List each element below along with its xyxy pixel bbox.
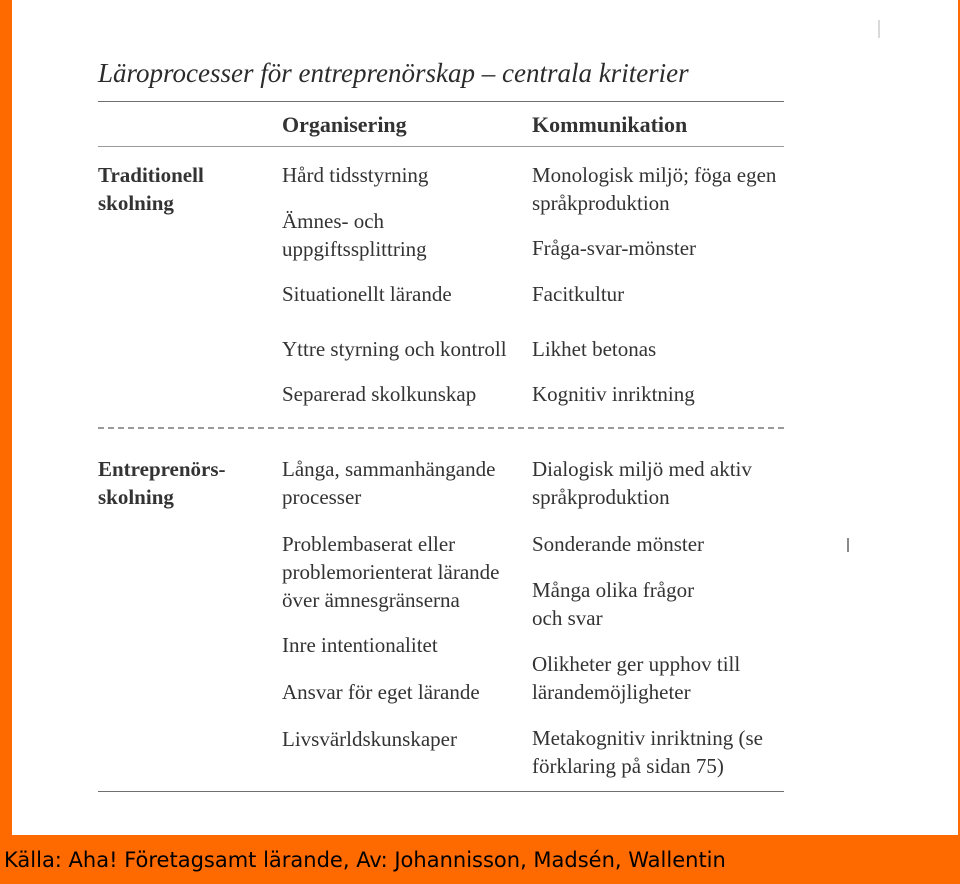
scanned-page bbox=[12, 0, 958, 835]
entr-org-5: Livsvärldskunskaper bbox=[282, 727, 457, 751]
scan-artifact bbox=[847, 538, 849, 552]
header-rule bbox=[98, 146, 784, 147]
scan-artifact bbox=[878, 20, 880, 38]
column-header-kommunikation: Kommunikation bbox=[532, 112, 688, 137]
trad-kom-1: Monologisk miljö; föga egen språkproduktion bbox=[532, 163, 777, 215]
entr-org-4: Ansvar för eget lärande bbox=[282, 680, 480, 704]
entr-org-3: Inre intentionalitet bbox=[282, 633, 438, 657]
column-header-organisering: Organisering bbox=[282, 112, 407, 137]
row-header-entreprenorsskolning: Entreprenörs- skolning bbox=[98, 457, 226, 509]
entr-org-1: Långa, sammanhängande processer bbox=[282, 457, 496, 509]
trad-org-5: Separerad skolkunskap bbox=[282, 382, 477, 406]
section-divider bbox=[98, 427, 784, 429]
entr-kom-3: Många olika frågor och svar bbox=[532, 578, 695, 630]
trad-org-2: Ämnes- och uppgiftssplittring bbox=[282, 209, 427, 261]
top-rule bbox=[98, 101, 784, 102]
source-caption: Källa: Aha! Företagsamt lärande, Av: Johannisson, Madsén, Wallentin bbox=[4, 848, 726, 872]
page-title: Läroprocesser för entreprenörskap – centrala kriterier bbox=[98, 58, 689, 88]
trad-org-4: Yttre styrning och kontroll bbox=[282, 337, 507, 361]
trad-org-1: Hård tidsstyrning bbox=[282, 163, 429, 187]
trad-kom-3: Facitkultur bbox=[532, 282, 625, 306]
entr-kom-4: Olikheter ger upphov till lärandemöjligheter bbox=[532, 652, 741, 704]
row-header-traditionell: Traditionell skolning bbox=[98, 163, 204, 215]
bottom-rule bbox=[98, 791, 784, 792]
trad-org-3: Situationellt lärande bbox=[282, 282, 452, 306]
entr-kom-1: Dialogisk miljö med aktiv språkproduktion bbox=[532, 457, 752, 509]
trad-kom-5: Kognitiv inriktning bbox=[532, 382, 695, 406]
entr-org-2: Problembaserat eller problemorienterat lärande över ämnesgränserna bbox=[282, 532, 500, 612]
entr-kom-5: Metakognitiv inriktning (se förklaring på sidan 75) bbox=[532, 726, 763, 778]
trad-kom-4: Likhet betonas bbox=[532, 337, 657, 361]
entr-kom-2: Sonderande mönster bbox=[532, 532, 705, 556]
trad-kom-2: Fråga-svar-mönster bbox=[532, 236, 697, 260]
